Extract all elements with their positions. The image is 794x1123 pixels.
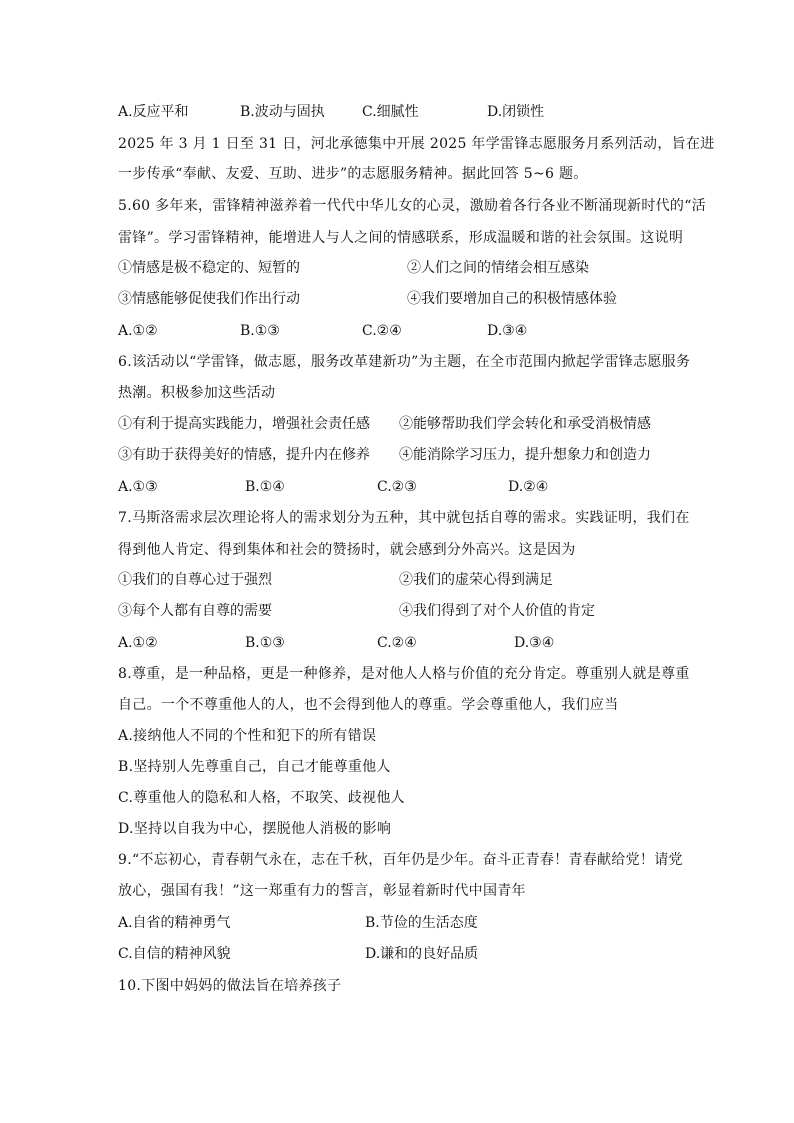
- q6-option-d: D.②④: [508, 479, 549, 495]
- q5-statement-1: ①情感是极不稳定的、短暂的: [118, 260, 300, 276]
- q5-option-c: C.②④: [362, 323, 402, 339]
- q8-option-a: A.接纳他人不同的个性和犯下的所有错误: [118, 728, 377, 744]
- q8-stem-line-2: 自己。一个不尊重他人的人，也不会得到他人的尊重。学会尊重他人，我们应当: [118, 697, 619, 713]
- q6-option-a: A.①③: [118, 479, 158, 495]
- intro-line-2: 一步传承“奉献、友爱、互助、进步”的志愿服务精神。据此回答 5~6 题。: [118, 166, 588, 182]
- q7-statement-3: ③每个人都有自尊的需要: [118, 603, 272, 619]
- q9-stem-line-2: 放心，强国有我！”这一郑重有力的誓言，彰显着新时代中国青年: [118, 883, 526, 899]
- q8-option-d: D.坚持以自我为中心，摆脱他人消极的影响: [118, 821, 392, 837]
- q4-option-c: C.细腻性: [362, 104, 419, 120]
- q5-statement-2: ②人们之间的情绪会相互感染: [407, 260, 589, 276]
- q5-option-d: D.③④: [487, 323, 528, 339]
- q6-option-b: B.①④: [245, 479, 285, 495]
- q7-option-d: D.③④: [514, 635, 555, 651]
- q6-statement-3: ③有助于获得美好的情感，提升内在修养: [118, 447, 370, 463]
- q10-stem: 10.下图中妈妈的做法旨在培养孩子: [118, 978, 342, 994]
- q6-stem-line-1: 6.该活动以“学雷锋，做志愿，服务改革建新功”为主题，在全市范围内掀起学雷锋志愿服务: [118, 354, 691, 370]
- q4-option-d: D.闭锁性: [487, 104, 545, 120]
- q4-option-b: B.波动与固执: [240, 104, 325, 120]
- q5-option-b: B.①③: [240, 323, 280, 339]
- q7-option-a: A.①②: [118, 635, 158, 651]
- q8-option-b: B.坚持别人先尊重自己，自己才能尊重他人: [118, 759, 391, 775]
- q5-option-a: A.①②: [118, 323, 158, 339]
- q4-option-a: A.反应平和: [118, 104, 189, 120]
- q8-stem-line-1: 8.尊重，是一种品格，更是一种修养，是对他人人格与价值的充分肯定。尊重别人就是尊重: [118, 666, 690, 682]
- q7-option-c: C.②④: [377, 635, 417, 651]
- q9-option-a: A.自省的精神勇气: [118, 915, 231, 931]
- q9-option-b: B.节俭的生活态度: [365, 915, 478, 931]
- q6-statement-2: ②能够帮助我们学会转化和承受消极情感: [399, 416, 651, 432]
- q7-statement-4: ④我们得到了对个人价值的肯定: [399, 603, 595, 619]
- q5-statement-4: ④我们要增加自己的积极情感体验: [407, 291, 617, 307]
- q7-statement-1: ①我们的自尊心过于强烈: [118, 572, 272, 588]
- q7-stem-line-1: 7.马斯洛需求层次理论将人的需求划分为五种，其中就包括自尊的需求。实践证明，我们在: [118, 510, 690, 526]
- q5-stem-line-1: 5.60 多年来，雷锋精神滋养着一代代中华儿女的心灵，激励着各行各业不断涌现新时代的“活: [118, 198, 706, 214]
- q6-stem-line-2: 热潮。积极参加这些活动: [118, 385, 276, 401]
- q9-stem-line-1: 9.“不忘初心，青春朝气永在，志在千秋，百年仍是少年。奋斗正青春！青春献给党！请党: [118, 852, 683, 868]
- q6-statement-4: ④能消除学习压力，提升想象力和创造力: [399, 447, 651, 463]
- q8-option-c: C.尊重他人的隐私和人格，不取笑、歧视他人: [118, 790, 405, 806]
- intro-line-1: 2025 年 3 月 1 日至 31 日，河北承德集中开展 2025 年学雷锋志愿服务月系列活动，旨在进: [118, 136, 715, 152]
- q6-statement-1: ①有利于提高实践能力，增强社会责任感: [118, 416, 370, 432]
- q9-option-c: C.自信的精神风貌: [118, 946, 231, 962]
- q9-option-d: D.谦和的良好品质: [365, 946, 479, 962]
- q6-option-c: C.②③: [377, 479, 417, 495]
- q5-statement-3: ③情感能够促使我们作出行动: [118, 291, 300, 307]
- q7-option-b: B.①③: [245, 635, 285, 651]
- q5-stem-line-2: 雷锋”。学习雷锋精神，能增进人与人之间的情感联系，形成温暖和谐的社会氛围。这说明: [118, 230, 684, 246]
- q7-statement-2: ②我们的虚荣心得到满足: [399, 572, 553, 588]
- q7-stem-line-2: 得到他人肯定、得到集体和社会的赞扬时，就会感到分外高兴。这是因为: [118, 542, 576, 558]
